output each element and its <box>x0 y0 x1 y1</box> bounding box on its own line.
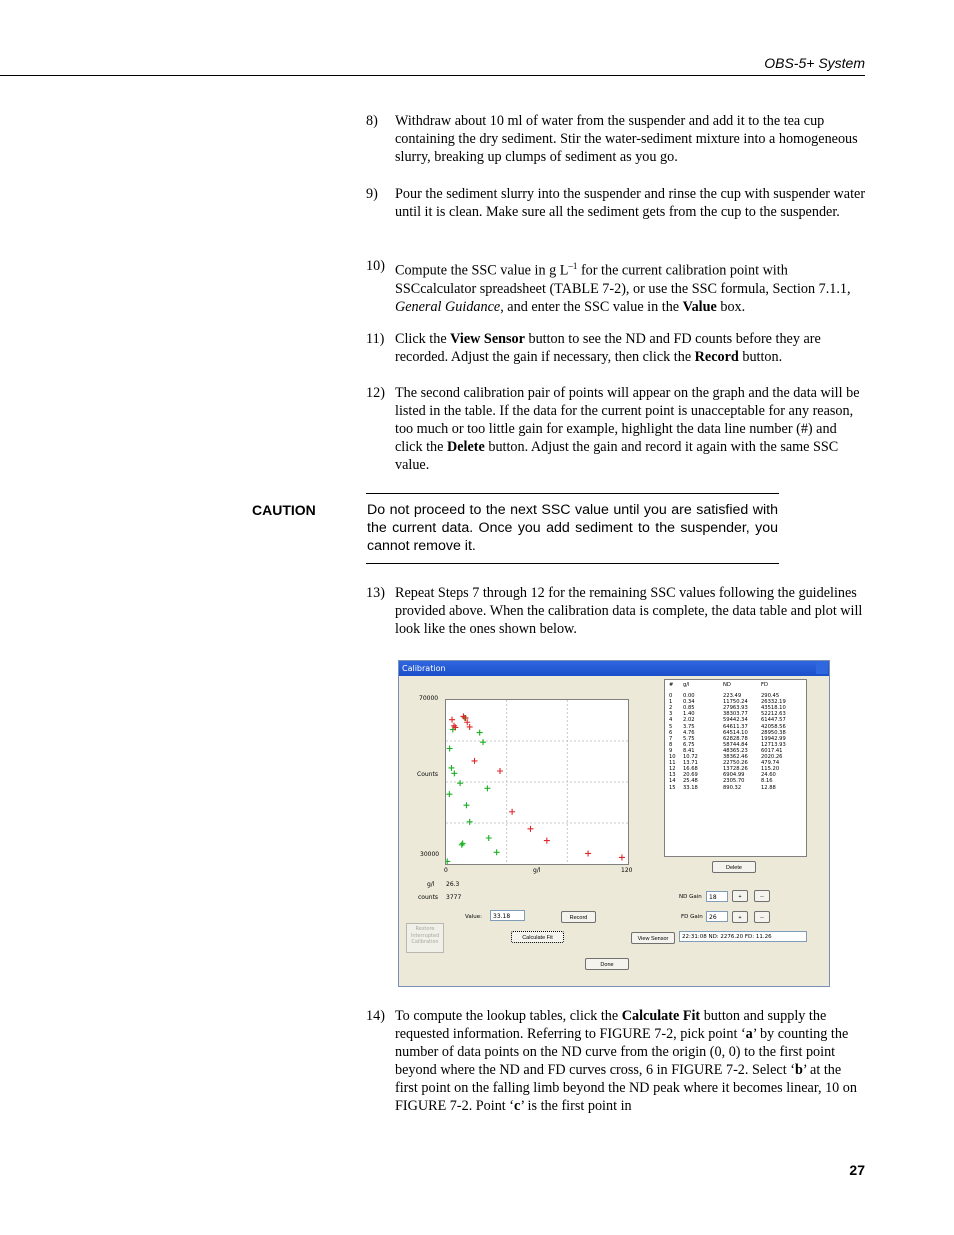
table-cell-fd: 24.60 <box>761 772 776 779</box>
step-text <box>395 1007 866 1115</box>
table-cell-gl: 33.18 <box>683 784 698 791</box>
table-cell-nd: 38362.46 <box>723 754 748 760</box>
table-cell-nd: 64514.10 <box>723 729 748 736</box>
table-cell-nd: 59442.34 <box>723 717 748 724</box>
fd-data-point <box>484 785 490 791</box>
table-cell-num: 6 <box>669 729 673 736</box>
done-button[interactable]: Done <box>585 958 629 970</box>
nd-data-point <box>449 717 455 723</box>
point-label: a <box>745 1026 753 1042</box>
table-cell-fd: 6017.41 <box>761 747 783 754</box>
table-cell-gl: 4.76 <box>683 729 695 736</box>
step-text: Repeat Steps 7 through 12 for the remaining SSC values following the guidelines provided above. When the calibration data is complete, the data table and plot will look like the ones shown below. <box>395 585 863 637</box>
fd-data-point <box>446 791 452 797</box>
gl-readout-value: 26.3 <box>446 881 460 888</box>
restore-line: Interrupted <box>410 932 440 939</box>
step-text <box>395 257 866 316</box>
ui-term: Delete <box>447 439 485 455</box>
step-11 <box>366 330 866 366</box>
table-cell-fd: 28950.38 <box>761 729 786 736</box>
page-number: 27 <box>849 1162 865 1178</box>
fd-data-point <box>494 849 500 855</box>
close-icon[interactable] <box>816 662 828 674</box>
x-axis-right-label: 120 <box>621 867 633 874</box>
value-input[interactable]: 33.18 <box>490 910 525 921</box>
table-cell-num: 12 <box>669 766 676 773</box>
fd-data-point <box>457 780 463 786</box>
table-cell-num: 4 <box>669 717 673 724</box>
table-cell-fd: 26332.19 <box>761 699 786 706</box>
table-cell-fd: 43518.10 <box>761 705 786 712</box>
table-cell-gl: 3.75 <box>683 723 695 730</box>
table-cell-nd: 27963.93 <box>723 705 748 712</box>
table-cell-num: 13 <box>669 772 676 779</box>
table-cell-nd: 62828.78 <box>723 735 748 742</box>
delete-button[interactable]: Delete <box>712 861 756 873</box>
table-cell-nd: 48365.23 <box>723 747 748 754</box>
table-cell-gl: 1.40 <box>683 711 695 718</box>
nd-gain-input[interactable]: 18 <box>706 891 728 902</box>
table-cell-fd: 8.16 <box>761 778 773 785</box>
table-cell-fd: 115.20 <box>761 766 780 773</box>
fd-data-point <box>446 858 450 864</box>
step-text <box>395 330 866 366</box>
col-header-fd: FD <box>761 682 768 688</box>
nd-gain-minus-button[interactable]: -- <box>754 890 770 902</box>
table-cell-nd: 38303.77 <box>723 711 748 718</box>
nd-data-point <box>472 758 478 764</box>
table-cell-fd: 2020.26 <box>761 754 783 760</box>
caution-label: CAUTION <box>252 502 316 518</box>
col-header-gl: g/l <box>683 682 690 688</box>
step-13 <box>366 584 866 638</box>
text-run: ’ at the first point on the falling limb beyond the ND peak where it becomes linear, 10 on FIGURE 7-2. Point ‘ <box>395 1062 857 1114</box>
text-run: , and enter the SSC value in the <box>500 298 683 315</box>
col-header-nd: ND <box>723 682 731 688</box>
table-cell-num: 2 <box>669 705 673 712</box>
table-cell-nd: 58744.84 <box>723 741 748 748</box>
text-run: for the current calibration point with SSCcalculator spreadsheet (TABLE 7-2), or use the SSC formula, Section 7.1.1, <box>395 262 851 297</box>
counts-readout-value: 3777 <box>446 894 462 901</box>
table-cell-num: 11 <box>669 760 676 767</box>
counts-readout-label: counts <box>418 894 439 901</box>
fd-data-point <box>480 739 486 745</box>
table-cell-num: 1 <box>669 699 673 706</box>
caution-text: Do not proceed to the next SSC value until you are satisfied with the current data. Once you add sediment to the suspender, you cannot remove it. <box>366 493 779 564</box>
step-number: 13) <box>366 585 385 601</box>
window-title: Calibration <box>402 664 446 673</box>
text-run: box. <box>716 298 746 315</box>
table-cell-nd: 64611.37 <box>723 723 748 730</box>
y-axis-title: Counts <box>417 771 438 778</box>
superscript: –1 <box>568 261 578 271</box>
calculate-fit-button[interactable]: Calculate Fit <box>511 931 564 943</box>
text-run: Compute the SSC value in g L <box>395 262 569 279</box>
table-cell-gl: 2.02 <box>683 717 695 724</box>
step-text: Pour the sediment slurry into the suspender and rinse the cup with suspender water until it is clean. Make sure all the sediment gets from the cup to the suspender. <box>395 186 866 220</box>
table-cell-num: 8 <box>669 741 673 748</box>
fd-gain-minus-button[interactable]: -- <box>754 911 770 923</box>
table-cell-num: 9 <box>669 747 673 754</box>
table-cell-fd: 290.45 <box>761 693 780 699</box>
nd-gain-plus-button[interactable]: + <box>732 890 748 902</box>
fd-data-point <box>447 745 453 751</box>
record-button[interactable]: Record <box>561 911 596 923</box>
fd-data-point <box>459 842 465 848</box>
step-number: 9) <box>366 186 378 202</box>
text-run: button. Adjust the gain and record it again with the same SSC value. <box>395 439 839 473</box>
point-label: b <box>794 1062 803 1078</box>
nd-gain-label: ND Gain <box>679 894 702 900</box>
nd-data-point <box>527 826 533 832</box>
gl-readout-label: g/l <box>427 881 435 888</box>
table-cell-fd: 61447.57 <box>761 717 786 724</box>
step-text: Withdraw about 10 ml of water from the suspender and add it to the tea cup containing the dry sediment. Stir the water-sediment mixture into a homogeneous slurry, breaking up clumps of sediment as you go. <box>395 113 858 165</box>
sensor-status-field: 22:31:08 ND: 2276.20 FD: 11.26 <box>679 931 807 942</box>
table-cell-fd: 19942.99 <box>761 735 786 742</box>
step-10 <box>366 257 866 316</box>
table-cell-gl: 10.72 <box>683 754 698 760</box>
table-cell-gl: 20.69 <box>683 772 698 779</box>
text-run: The second calibration pair of points will appear on the graph and the data will be listed in the table. If the data for the current point is unacceptable for any reason, too much or too little gain for example, highlight the data line number (#) and click the <box>395 385 860 455</box>
table-cell-nd: 223.49 <box>723 693 742 699</box>
fd-data-point <box>463 802 469 808</box>
table-cell-gl: 5.75 <box>683 735 695 742</box>
table-cell-gl: 16.68 <box>683 766 698 773</box>
step-text <box>395 384 866 474</box>
header-rule <box>0 75 865 76</box>
fd-data-point <box>448 765 454 771</box>
table-cell-fd: 479.74 <box>761 760 780 767</box>
view-sensor-button[interactable]: View Sensor <box>631 932 675 944</box>
calibration-window <box>398 660 830 987</box>
y-axis-bottom-label: 30000 <box>420 851 440 858</box>
table-cell-num: 7 <box>669 735 673 742</box>
table-cell-nd: 2305.70 <box>723 778 745 785</box>
text-run: To compute the lookup tables, click the <box>395 1008 622 1024</box>
step-number: 11) <box>366 331 385 347</box>
fd-gain-plus-button[interactable]: + <box>732 911 748 923</box>
table-cell-gl: 25.48 <box>683 778 698 785</box>
fd-gain-label: FD Gain <box>681 914 703 920</box>
text-run: button. <box>738 349 783 365</box>
fd-data-point <box>486 835 492 841</box>
fd-data-point <box>451 770 457 776</box>
calibration-plot <box>445 699 629 865</box>
col-header-number: # <box>669 682 674 688</box>
table-cell-num: 5 <box>669 723 673 730</box>
step-number: 14) <box>366 1008 385 1024</box>
table-cell-gl: 0.00 <box>683 693 695 699</box>
calibration-plot-svg <box>446 700 628 864</box>
fd-data-point <box>467 819 473 825</box>
y-axis-top-label: 70000 <box>419 695 439 702</box>
step-9 <box>366 185 866 221</box>
table-cell-gl: 8.41 <box>683 747 695 754</box>
text-run: Click the <box>395 331 451 347</box>
table-cell-fd: 42058.56 <box>761 723 786 730</box>
nd-data-point <box>544 838 550 844</box>
point-label: c <box>514 1098 521 1114</box>
table-cell-nd: 11750.24 <box>723 699 748 706</box>
x-axis-title: g/l <box>533 867 541 874</box>
table-cell-nd: 890.32 <box>723 784 742 791</box>
table-cell-gl: 13.71 <box>683 760 698 767</box>
table-cell-num: 0 <box>669 693 673 699</box>
window-title-bar <box>399 661 829 676</box>
step-12 <box>366 384 866 474</box>
section-title: General Guidance <box>395 298 501 315</box>
table-cell-num: 3 <box>669 711 673 718</box>
text-run: ’ is the first point in <box>520 1098 632 1114</box>
table-cell-fd: 12713.93 <box>761 741 786 748</box>
table-cell-gl: 6.75 <box>683 741 695 748</box>
table-cell-nd: 13728.26 <box>723 766 748 773</box>
table-cell-num: 15 <box>669 784 676 791</box>
fd-data-point <box>460 840 466 846</box>
table-cell-gl: 0.85 <box>683 705 695 712</box>
text-run: ’ by counting the number of data points on the ND curve from the origin (0, 0) to the first point beyond where the ND and FD curves cross, 6 in FIGURE 7-2. Select ‘ <box>395 1026 849 1078</box>
table-cell-fd: 12.88 <box>761 784 776 791</box>
running-header: OBS-5+ System <box>764 55 865 71</box>
calibration-data-table[interactable] <box>664 679 807 857</box>
step-number: 10) <box>366 258 385 274</box>
ui-term: Record <box>694 349 739 365</box>
ui-term: Calculate Fit <box>621 1008 701 1024</box>
step-number: 8) <box>366 113 378 129</box>
step-14 <box>366 1007 866 1115</box>
ui-term: View Sensor <box>450 331 525 347</box>
x-axis-left-label: 0 <box>444 867 448 874</box>
ui-term: Value <box>682 298 717 315</box>
step-8 <box>366 112 866 166</box>
value-label: Value: <box>465 914 482 920</box>
restore-line: Calibration <box>411 939 439 945</box>
nd-data-point <box>619 854 625 860</box>
restore-line: Restore <box>415 926 435 932</box>
text-run: button and supply the requested information. Referring to FIGURE 7-2, pick point ‘ <box>395 1008 827 1042</box>
step-number: 12) <box>366 385 385 401</box>
nd-data-point <box>509 809 515 815</box>
table-cell-nd: 6904.99 <box>723 772 745 779</box>
table-cell-nd: 22750.26 <box>723 760 748 767</box>
fd-gain-input[interactable]: 26 <box>706 911 728 922</box>
table-cell-gl: 0.34 <box>683 699 695 706</box>
fd-data-point <box>477 730 483 736</box>
text-run: button to see the ND and FD counts before they are recorded. Adjust the gain if necessary, then click the <box>395 331 821 365</box>
restore-calibration-button <box>406 923 444 953</box>
table-cell-fd: 52212.63 <box>761 711 786 718</box>
nd-data-point <box>497 768 503 774</box>
table-cell-num: 14 <box>669 778 676 785</box>
table-cell-num: 10 <box>669 754 676 760</box>
nd-data-point <box>585 850 591 856</box>
